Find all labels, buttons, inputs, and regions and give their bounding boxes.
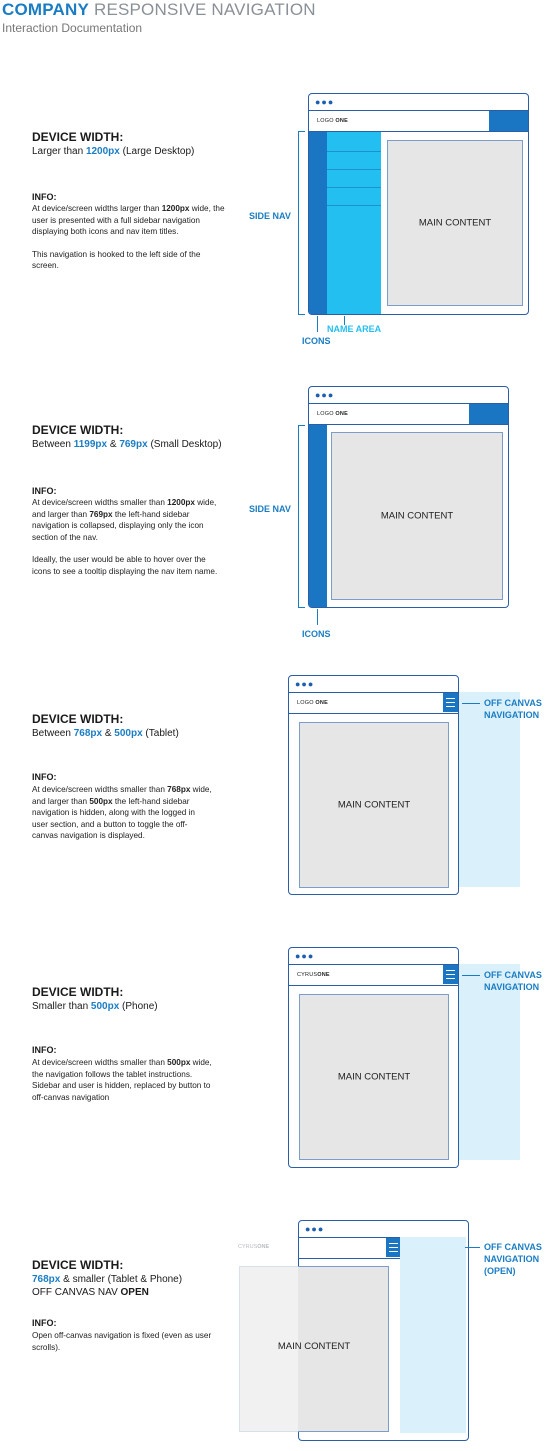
width-suffix: (Large Desktop)	[119, 146, 195, 157]
menu-toggle-button[interactable]	[443, 693, 458, 712]
width-prefix: Larger than	[32, 146, 86, 157]
info-text-part: wide, and larger than	[32, 785, 212, 806]
company-name: COMPANY	[2, 0, 90, 19]
info-text-part: the left-hand sidebar navigation is collapsed, displaying only the icon section of the nav.	[32, 509, 204, 542]
top-bar	[309, 110, 528, 132]
width-prefix: Between	[32, 728, 74, 739]
main-content-label: MAIN CONTENT	[337, 799, 411, 811]
window-dots-icon: ●●●	[315, 390, 335, 400]
top-bar	[289, 692, 458, 714]
device-width-label: DEVICE WIDTH:	[32, 985, 124, 999]
device-width-label: DEVICE WIDTH:	[32, 130, 124, 144]
logo: LOGO ONE	[317, 118, 348, 124]
side-nav-bracket	[298, 425, 305, 608]
main-content-label: MAIN CONTENT	[418, 217, 492, 229]
off-canvas-panel	[459, 692, 520, 887]
main-content-label: MAIN CONTENT	[277, 1341, 351, 1352]
width-highlight: 1199px	[73, 439, 108, 450]
width-highlight: 769px	[119, 439, 148, 450]
info-text-bold: 500px	[167, 1058, 191, 1067]
width-highlight: 768px	[32, 1274, 61, 1285]
width-mid: &	[107, 439, 120, 450]
width-prefix: Between	[32, 439, 74, 450]
info-text-bold: 768px	[167, 785, 191, 794]
side-nav-bracket	[298, 131, 305, 315]
info-label: INFO:	[32, 486, 57, 496]
top-bar	[289, 964, 458, 986]
logo: LOGO ONE	[297, 700, 328, 706]
user-section	[469, 404, 508, 424]
off-canvas-pointer	[465, 1247, 480, 1248]
icon-column	[309, 132, 327, 314]
info-text-part: the left-hand sidebar navigation is hidden, along with the logged in user section, and a button to toggle the off-canvas navigation is displayed.	[32, 796, 195, 841]
browser-mockup	[288, 947, 459, 1168]
info-paragraph	[32, 497, 227, 543]
width-mid: &	[102, 728, 115, 739]
icons-callout: ICONS	[302, 336, 331, 346]
info-text-part: At device/screen widths smaller than	[32, 785, 168, 794]
info-text	[32, 784, 212, 853]
info-label: INFO:	[32, 1045, 57, 1055]
icons-callout: ICONS	[302, 629, 331, 639]
info-label: INFO:	[32, 192, 57, 202]
info-paragraph	[32, 784, 212, 842]
icon-column	[309, 425, 327, 607]
window-dots-icon: ●●●	[295, 951, 315, 961]
side-nav-callout: SIDE NAV	[249, 504, 291, 514]
top-bar	[309, 403, 508, 425]
info-text-part: wide, the user is presented with a full sidebar navigation displaying both icons and nav item titles.	[32, 204, 225, 237]
main-content-label: MAIN CONTENT	[337, 1071, 411, 1083]
width-line2: OFF CANVAS NAV	[32, 1287, 121, 1298]
off-canvas-callout: OFF CANVAS NAVIGATION	[484, 970, 542, 992]
user-section	[489, 111, 528, 131]
browser-mockup	[288, 675, 459, 895]
info-text-bold: 1200px	[167, 498, 195, 507]
off-canvas-panel-open	[400, 1237, 466, 1433]
device-width-value	[32, 1000, 242, 1013]
info-paragraph: This navigation is hooked to the left side of the screen.	[32, 249, 201, 271]
off-canvas-callout: OFF CANVAS NAVIGATION	[484, 698, 542, 720]
width-highlight: 500px	[90, 1001, 120, 1012]
name-area-column	[327, 132, 381, 314]
browser-mockup	[308, 93, 529, 315]
device-width-label: DEVICE WIDTH:	[32, 423, 124, 437]
info-paragraph	[32, 203, 227, 238]
device-width-value	[32, 145, 242, 158]
nav-divider	[327, 151, 381, 152]
icons-pointer	[317, 609, 318, 625]
info-text-bold: 1200px	[161, 204, 190, 213]
width-suffix: (Phone)	[119, 1001, 158, 1012]
info-label: INFO:	[32, 1318, 57, 1328]
nav-divider	[327, 187, 381, 188]
window-dots-icon: ●●●	[305, 1224, 325, 1234]
main-content-label: MAIN CONTENT	[380, 510, 454, 522]
name-area-callout: NAME AREA	[327, 324, 382, 334]
info-text-part: At device/screen widths smaller than	[32, 1058, 168, 1067]
info-paragraph: Ideally, the user would be able to hover over the icons to see a tooltip displaying the nav item name.	[32, 555, 218, 576]
top-bar	[299, 1237, 401, 1259]
off-canvas-panel	[459, 964, 520, 1160]
main-content-area	[387, 140, 523, 306]
device-width-label: DEVICE WIDTH:	[32, 1258, 124, 1272]
info-text	[32, 1330, 217, 1364]
info-paragraph: Open off-canvas navigation is fixed (even as user scrolls).	[32, 1331, 212, 1352]
logo: CYRUSONE	[297, 972, 330, 978]
side-nav-callout: SIDE NAV	[249, 211, 291, 221]
page-subtitle: Interaction Documentation	[2, 21, 143, 35]
window-dots-icon: ●●●	[315, 97, 335, 107]
off-canvas-pointer	[462, 703, 480, 704]
info-text-part: wide, and larger than	[32, 498, 217, 519]
width-highlight: 1200px	[85, 146, 120, 157]
info-text	[32, 497, 227, 589]
device-width-value	[32, 727, 242, 740]
width-highlight: 768px	[73, 728, 103, 739]
page-title	[2, 0, 316, 20]
off-canvas-pointer	[462, 975, 480, 976]
main-content-area	[299, 994, 449, 1160]
device-width-label: DEVICE WIDTH:	[32, 712, 124, 726]
main-content-area	[331, 432, 503, 600]
nav-divider	[327, 169, 381, 170]
info-text	[32, 203, 227, 283]
off-canvas-callout: OFF CANVAS NAVIGATION (OPEN)	[484, 1242, 542, 1276]
info-text	[32, 1057, 212, 1114]
width-prefix: Smaller than	[32, 1001, 91, 1012]
info-paragraph	[32, 1057, 212, 1103]
device-width-value	[32, 1273, 242, 1299]
menu-toggle-button[interactable]	[386, 1238, 401, 1257]
info-text-bold: 769px	[89, 509, 113, 519]
main-content-area	[299, 722, 449, 888]
window-dots-icon: ●●●	[295, 679, 315, 689]
title-text: RESPONSIVE NAVIGATION	[93, 0, 316, 19]
icons-pointer	[317, 316, 318, 332]
logo: LOGO ONE	[317, 411, 348, 417]
info-label: INFO:	[32, 772, 57, 782]
width-suffix: (Tablet)	[142, 728, 179, 739]
device-width-value	[32, 438, 242, 451]
width-suffix: & smaller (Tablet & Phone)	[60, 1274, 183, 1285]
info-text-part: At device/screen widths smaller than	[32, 498, 168, 507]
browser-mockup	[308, 386, 509, 608]
width-highlight: 500px	[114, 728, 143, 739]
nav-divider	[327, 205, 381, 206]
info-text-bold: 500px	[89, 796, 113, 806]
info-text-part: wide, the navigation follows the tablet instructions. Sidebar and user is hidden, replaced by button to off-canvas navigation	[32, 1058, 212, 1102]
info-text-part: At device/screen widths larger than	[32, 204, 162, 213]
width-line2-bold: OPEN	[120, 1287, 149, 1298]
width-suffix: (Small Desktop)	[147, 439, 222, 450]
faded-logo: CYRUSONE	[238, 1244, 270, 1250]
menu-toggle-button[interactable]	[443, 965, 458, 984]
